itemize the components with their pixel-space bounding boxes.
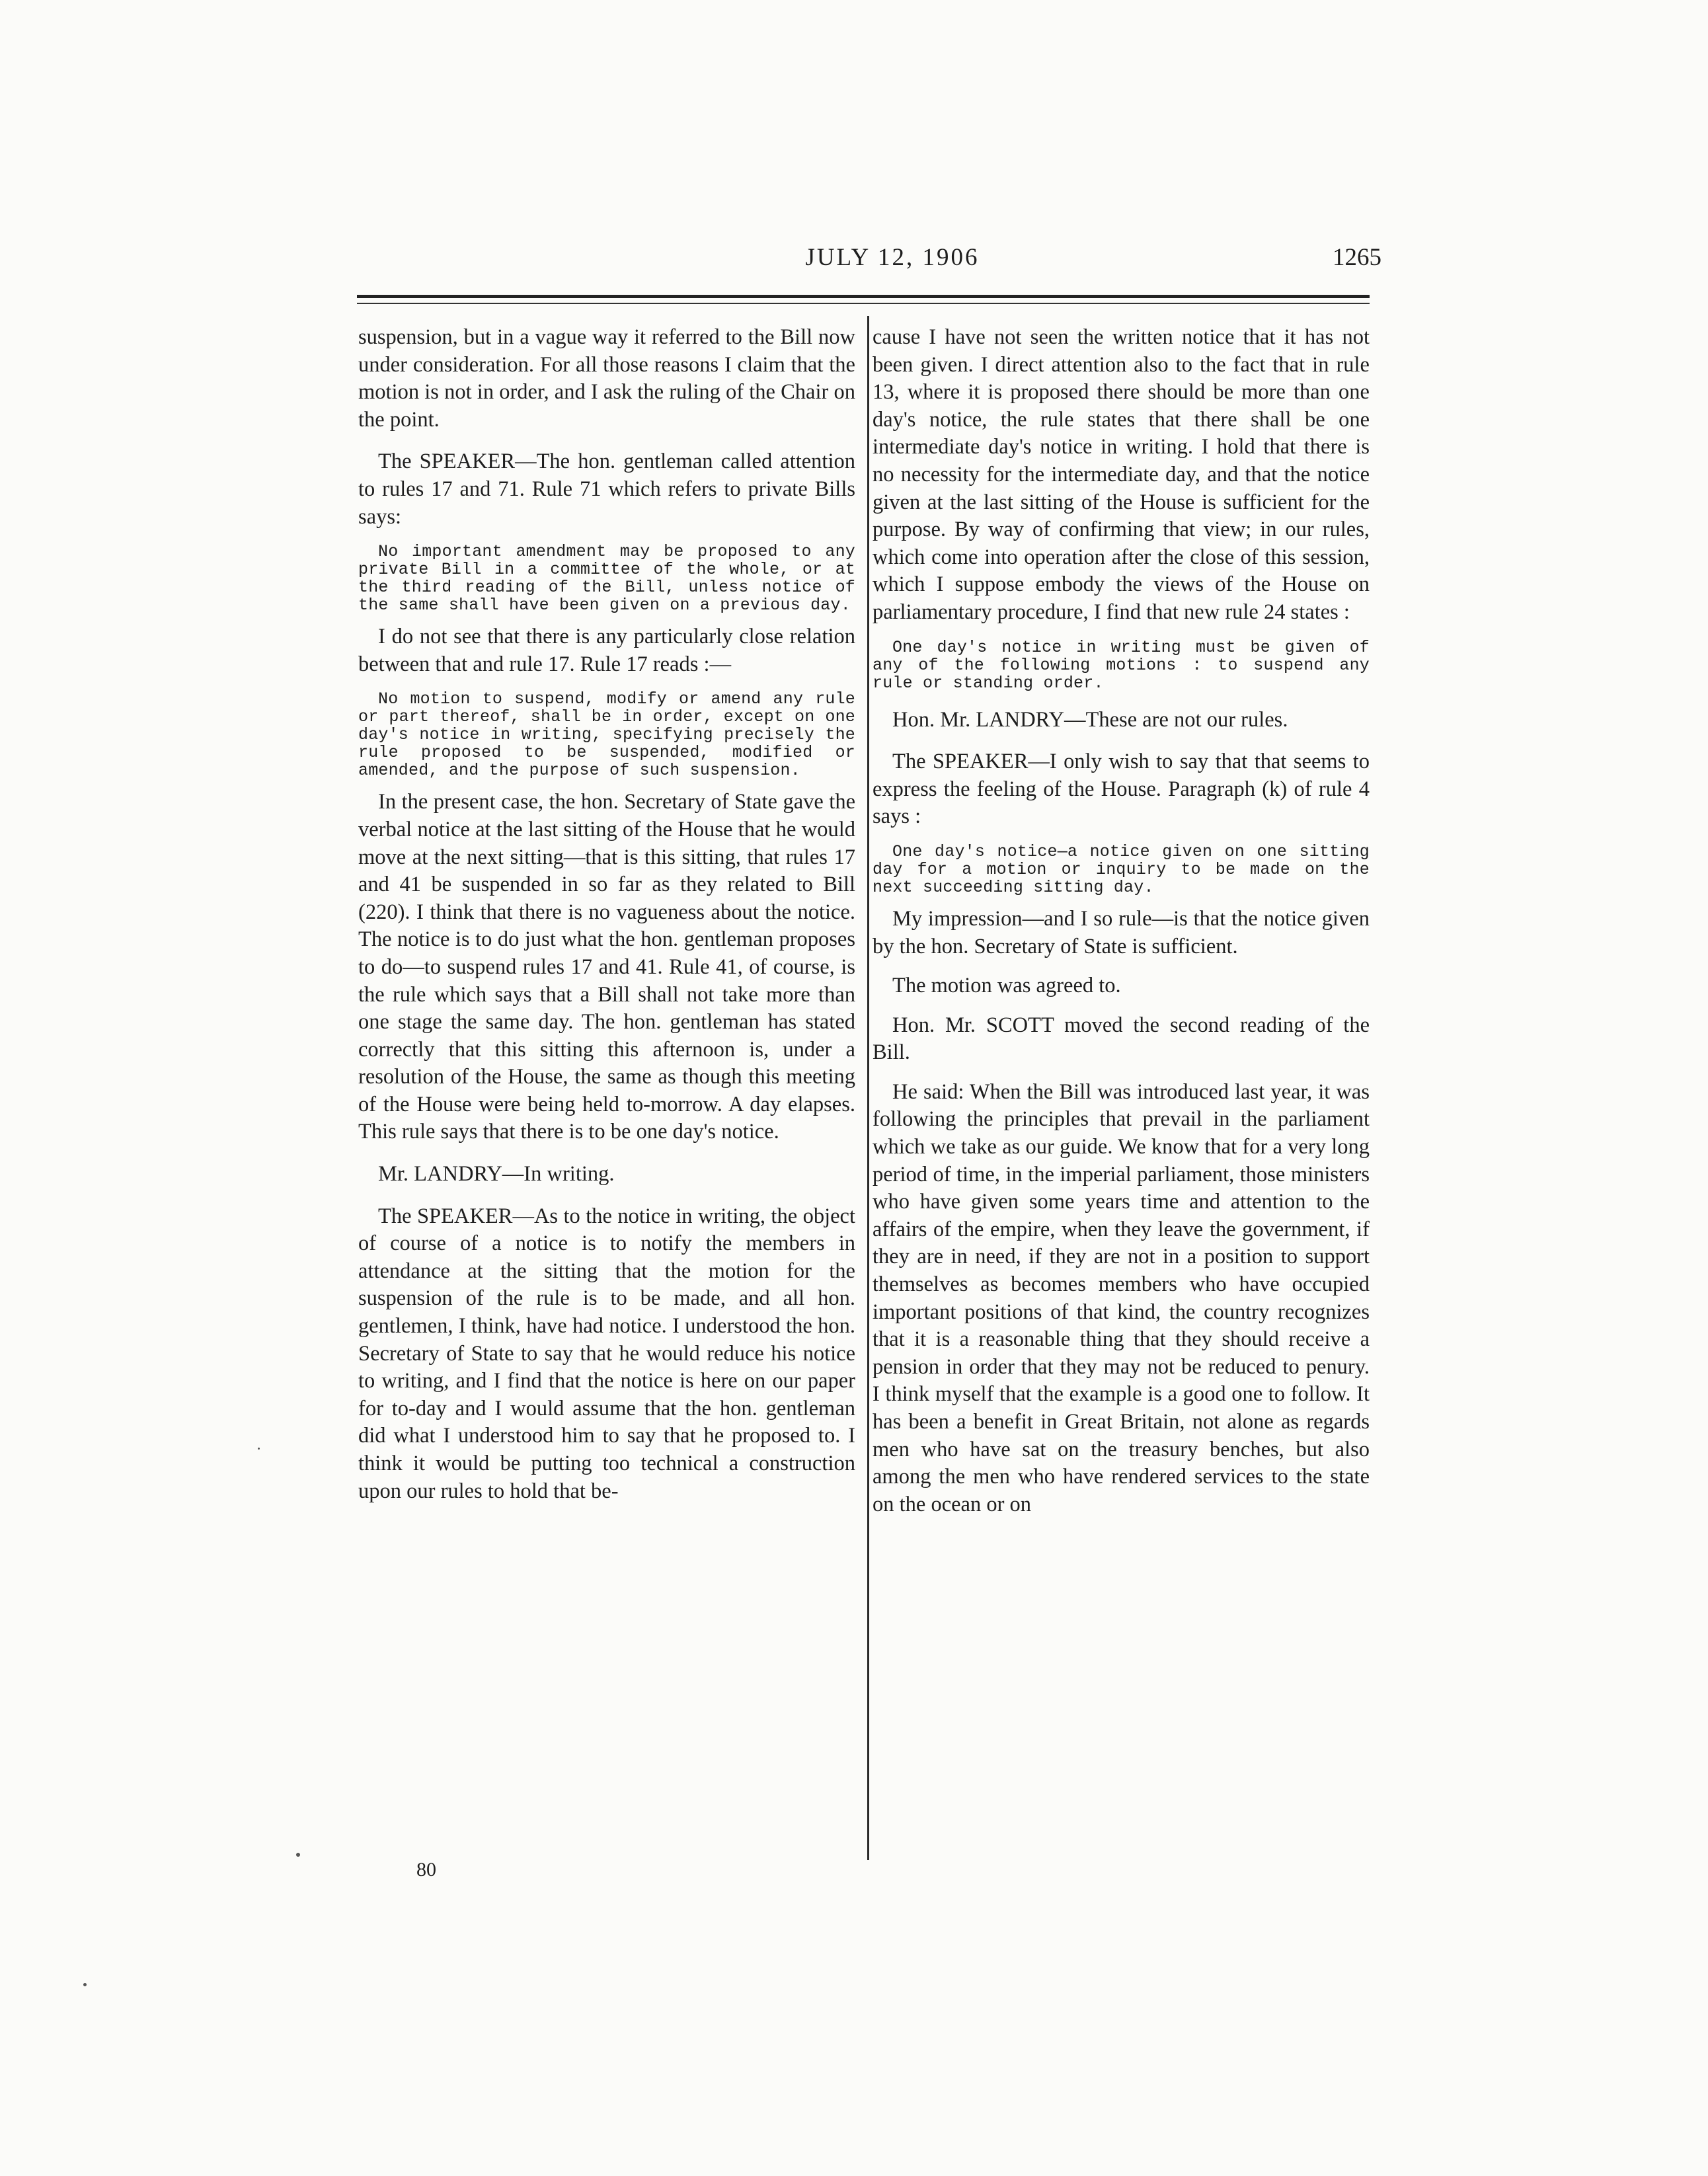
signature-number: 80	[416, 1859, 436, 1881]
quoted-rule: One day's notice—a notice given on one sitting day for a motion or inquiry to be made on the next succeeding sitting day.	[873, 841, 1370, 897]
paragraph: I do not see that there is any particularly close relation between that and rule 17. Rule 17 reads :—	[358, 625, 855, 676]
column-divider	[867, 316, 869, 1860]
print-speck	[83, 1983, 87, 1986]
speaker-paragraph: The SPEAKER—I only wish to say that that seems to express the feeling of the House. Paragraph (k) of rule 4 says :	[873, 750, 1370, 829]
paragraph: suspension, but in a vague way it referred to the Bill now under consideration. For all those reasons I claim that the motion is not in order, and I ask the ruling of the Chair on the point.	[358, 325, 855, 432]
page-number: 1265	[1333, 244, 1381, 271]
paragraph: cause I have not seen the written notice that it has not been given. I direct attention also to the fact that in rule 13, where it is proposed there should be more than one day's notice, the rule states that there shall be one intermediate day's notice in writing. I hold that there is no necessity for the intermediate day, and that the notice given at the last sitting of the House is sufficient for the purpose. By way of confirming that view; in our rules, which come into operation after the close of this session, which I suppose embody the views of the House on parliamentary procedure, I find that new rule 24 states :	[873, 325, 1370, 624]
speaker-paragraph: The SPEAKER—The hon. gentleman called attention to rules 17 and 71. Rule 71 which refers to private Bills says:	[358, 449, 855, 529]
header-rule-thin	[357, 303, 1370, 304]
paragraph: My impression—and I so rule—is that the notice given by the hon. Secretary of State is sufficient.	[873, 906, 1370, 958]
speaker-paragraph: Hon. Mr. LANDRY—These are not our rules.	[892, 707, 1288, 732]
quoted-rule: No important amendment may be proposed to any private Bill in a committee of the whole, or at the third reading of the Bill, unless notice of the same shall have been given on a previous day.	[358, 542, 855, 615]
print-speck	[258, 1448, 260, 1450]
paragraph: He said: When the Bill was introduced last year, it was following the principles that prevail in the parliament which we take as our guide. We know that for a very long period of time, in the imperial parliament, those ministers who have given some years time and attention to the affairs of the empire, when they leave the government, if they are in need, if they are not in a position to support themselves as becomes members who have occupied important positions of that kind, the country recognizes that it is a reasonable thing that they should receive a pension in order that they may not be reduced to penury. I think myself that the example is a good one to follow. It has been a benefit in Great Britain, not alone as regards men who have sat on the treasury benches, but also among the men who have rendered services to the state on the ocean or on	[873, 1079, 1370, 1516]
paragraph: The motion was agreed to.	[892, 974, 1121, 998]
right-column	[873, 324, 1370, 1530]
quoted-rule: No motion to suspend, modify or amend any rule or part thereof, shall be in order, except on one day's notice in writing, specifying precisely the rule proposed to be suspended, modified or amended, and the purpose of such suspension.	[358, 689, 855, 781]
print-speck	[296, 1853, 300, 1857]
quoted-rule: One day's notice in writing must be given of any of the following motions : to suspend any rule or standing order.	[873, 637, 1370, 693]
speaker-paragraph: The SPEAKER—As to the notice in writing, the object of course of a notice is to notify the members in attendance at the sitting that the motion for the suspension of the rule is to be made, and all hon. gentlemen, I think, have had notice. I understood the hon. Secretary of State to say that he would reduce his notice to writing, and I find that the notice is here on our paper for to-day and I would assume that the hon. gentleman did what I understood him to say that he proposed to. I think it would be putting too technical a construction upon our rules to hold that be-	[358, 1204, 855, 1503]
header-rule-thick	[357, 295, 1370, 298]
left-column	[358, 324, 855, 1517]
paragraph: In the present case, the hon. Secretary of State gave the verbal notice at the last sitting of the House that he would move at the next sitting—that is this sitting, that rules 17 and 41 be suspended in so far as they related to Bill (220). I think that there is no vagueness about the notice. The notice is to do just what the hon. gentleman proposes to do—to suspend rules 17 and 41. Rule 41, of course, is the rule which says that a Bill shall not take more than one stage the same day. The hon. gentleman has stated correctly that this sitting this afternoon is, under a resolution of the House, the same as though this meeting of the House were being held to-morrow. A day elapses. This rule says that there is to be one day's notice.	[358, 790, 855, 1144]
page-date: JULY 12, 1906	[805, 244, 980, 271]
speaker-paragraph: Mr. LANDRY—In writing.	[378, 1162, 615, 1186]
speaker-paragraph: Hon. Mr. SCOTT moved the second reading of the Bill.	[873, 1013, 1370, 1065]
